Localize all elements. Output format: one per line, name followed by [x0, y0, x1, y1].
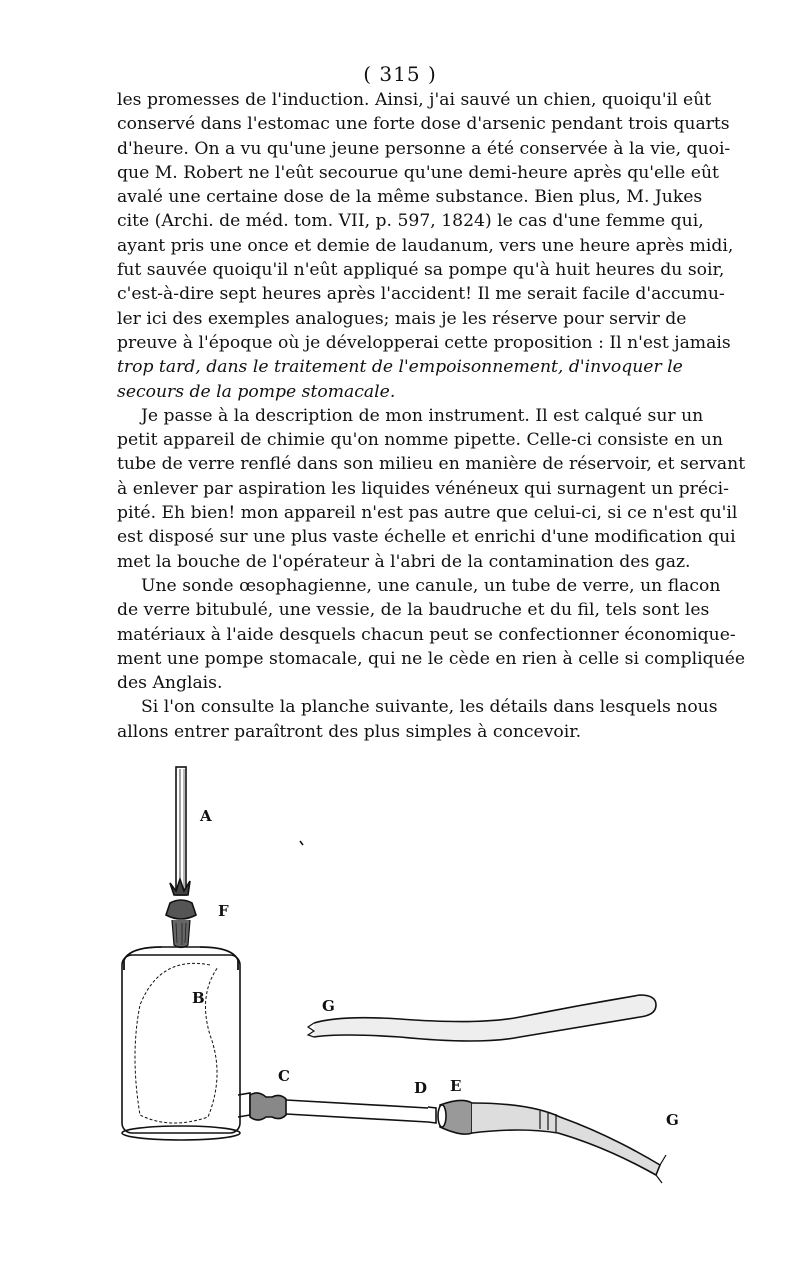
text-line: de verre bitubulé, une vessie, de la baudruche et du fil, tels sont les: [117, 600, 710, 621]
sonde-g-lower: [472, 1103, 660, 1175]
label-b: B: [192, 989, 205, 1007]
text-line: tube de verre renflé dans son milieu en manière de réservoir, et servant: [117, 454, 746, 475]
text-line: c'est-à-dire sept heures après l'accident! Il me serait facile d'accumu-: [117, 284, 725, 305]
text-line: fut sauvée quoiqu'il n'eût appliqué sa pompe qu'à huit heures du soir,: [117, 260, 725, 281]
text-line: ayant pris une once et demie de laudanum, vers une heure après midi,: [117, 235, 734, 256]
glass-tube-d: [286, 1100, 428, 1122]
text-line: que M. Robert ne l'eût secourue qu'une demi-heure après qu'elle eût: [117, 162, 719, 183]
tube-a: [176, 767, 186, 895]
text-line: conservé dans l'estomac une forte dose d'arsenic pendant trois quarts: [117, 114, 730, 135]
text-line: les promesses de l'induction. Ainsi, j'ai sauvé un chien, quoiqu'il eût: [117, 90, 712, 110]
text-line: Je passe à la description de mon instrument. Il est calqué sur un: [141, 405, 704, 426]
text-line: avalé une certaine dose de la même substance. Bien plus, M. Jukes: [117, 187, 703, 208]
text-line: met la bouche de l'opérateur à l'abri de la contamination des gaz.: [117, 551, 691, 572]
text-line: des Anglais.: [117, 673, 223, 694]
body-text: [117, 88, 746, 744]
label-e: E: [450, 1077, 462, 1095]
label-f: F: [218, 902, 229, 920]
page-number: ( 315 ): [363, 62, 437, 86]
binding-f: [170, 879, 190, 895]
label-c: C: [278, 1067, 290, 1085]
text-line: pité. Eh bien! mon appareil n'est pas autre que celui-ci, si ce n'est qu'il: [117, 503, 738, 524]
text-line: allons entrer paraîtront des plus simples à concevoir.: [117, 721, 582, 742]
text-line: preuve à l'époque où je développerai cette proposition : Il n'est jamais: [117, 332, 731, 353]
text-line: cite (Archi. de méd. tom. VII, p. 597, 1824) le cas d'une femme qui,: [117, 211, 704, 232]
text-line: à enlever par aspiration les liquides vénéneux qui surnagent un préci-: [117, 478, 729, 499]
text-line: ler ici des exemples analogues; mais je les réserve pour servir de: [117, 308, 687, 329]
text-line: Une sonde œsophagienne, une canule, un tube de verre, un flacon: [141, 575, 721, 596]
text-line: matériaux à l'aide desquels chacun peut se confectionner économique-: [117, 624, 736, 645]
text-line: est disposé sur une plus vaste échelle et enrichi d'une modification qui: [117, 527, 736, 548]
label-d: D: [414, 1079, 428, 1097]
canula-c: [250, 1093, 286, 1120]
text-line: petit appareil de chimie qu'on nomme pipette. Celle-ci consiste en un: [117, 430, 723, 451]
engraving-drawing: [100, 755, 700, 1195]
text-line: d'heure. On a vu qu'une jeune personne a été conservée à la vie, quoi-: [117, 138, 731, 159]
text-line: secours de la pompe stomacale.: [117, 381, 396, 402]
label-g-bottom: G: [666, 1111, 679, 1129]
bladder-b: [135, 963, 218, 1123]
text-line: Si l'on consulte la planche suivante, les détails dans lesquels nous: [141, 697, 718, 718]
stomach-pump-illustration: [100, 755, 700, 1195]
bottle-body: [122, 955, 240, 1133]
label-g-top: G: [322, 997, 335, 1015]
text-line: ment une pompe stomacale, qui ne le cède en rien à celle si compliquée: [117, 648, 746, 669]
text-line: trop tard, dans le traitement de l'empoisonnement, d'invoquer le: [117, 357, 683, 378]
sonde-g-upper: [314, 995, 656, 1041]
label-a: A: [200, 807, 212, 825]
